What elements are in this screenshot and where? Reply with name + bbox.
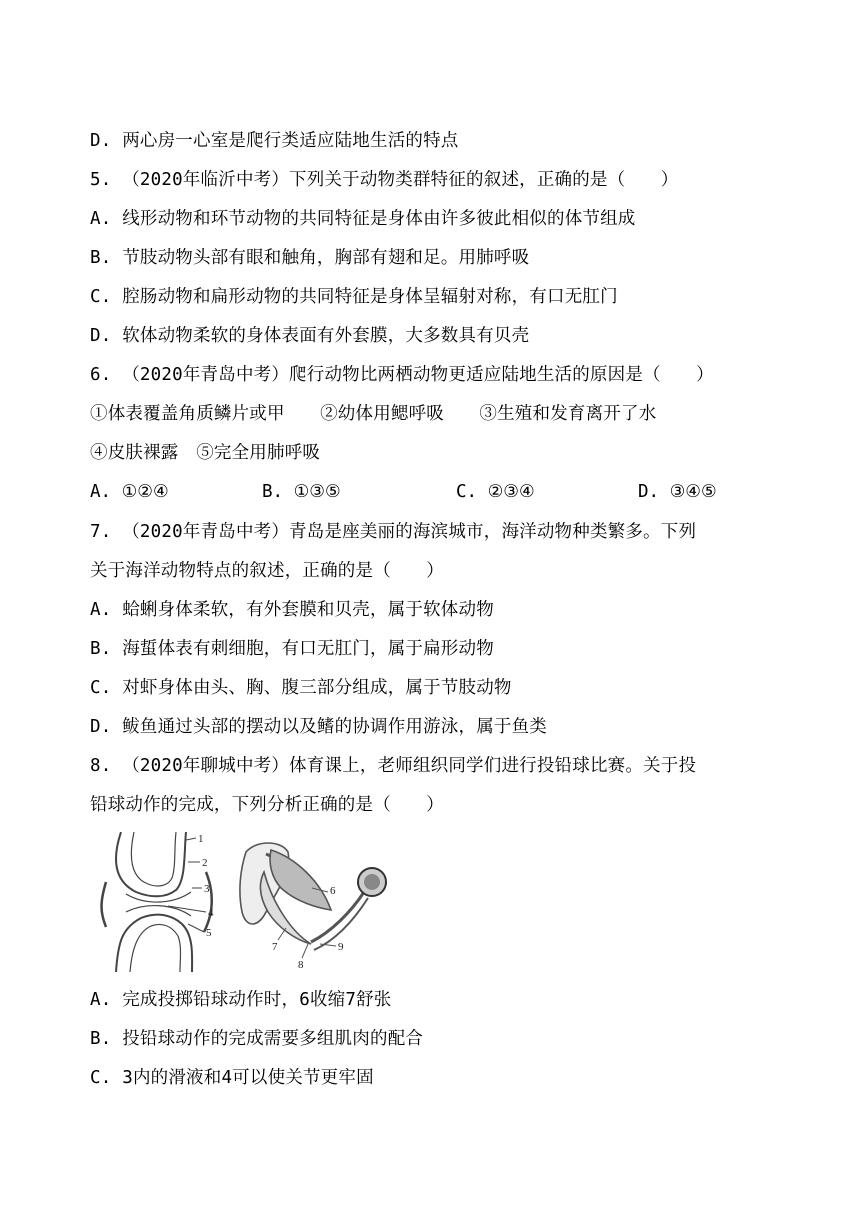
- q7-option-a: A. 蛤蜊身体柔软，有外套膜和贝壳，属于软体动物: [90, 600, 494, 620]
- q7-stem-line2: 关于海洋动物特点的叙述，正确的是（ ）: [90, 561, 444, 581]
- q5-option-b: B. 节肢动物头部有眼和触角，胸部有翅和足。用肺呼吸: [90, 248, 530, 268]
- q8-option-b: B. 投铅球动作的完成需要多组肌肉的配合: [90, 1029, 424, 1049]
- label-6: 6: [330, 885, 336, 897]
- q6-option-c: C. ②③④: [456, 482, 535, 502]
- q7-stem-line1: 7. （2020年青岛中考）青岛是座美丽的海滨城市，海洋动物种类繁多。下列: [90, 522, 697, 542]
- q6-items-line1: ①体表覆盖角质鳞片或甲 ②幼体用鳃呼吸 ③生殖和发育离开了水: [90, 404, 657, 424]
- q8-option-a: A. 完成投掷铅球动作时，6收缩7舒张: [90, 990, 392, 1010]
- q7-option-d: D. 鲅鱼通过头部的摆动以及鳍的协调作用游泳，属于鱼类: [90, 717, 548, 737]
- label-1: 1: [198, 833, 204, 845]
- q4-option-d: D. 两心房一心室是爬行类适应陆地生活的特点: [90, 131, 459, 151]
- arm-diagram: [240, 843, 386, 958]
- q8-option-c: C. 3内的滑液和4可以使关节更牢固: [90, 1068, 374, 1088]
- label-4: 4: [208, 907, 214, 919]
- q6-option-d: D. ③④⑤: [638, 482, 717, 502]
- q5-option-a: A. 线形动物和环节动物的共同特征是身体由许多彼此相似的体节组成: [90, 209, 636, 229]
- q6-items-line2: ④皮肤裸露 ⑤完全用肺呼吸: [90, 443, 321, 463]
- label-2: 2: [202, 857, 208, 869]
- q5-stem: 5. （2020年临沂中考）下列关于动物类群特征的叙述，正确的是（ ）: [90, 170, 679, 190]
- q8-stem-line2: 铅球动作的完成，下列分析正确的是（ ）: [90, 795, 444, 815]
- label-5: 5: [206, 927, 212, 939]
- label-8: 8: [298, 959, 304, 971]
- q8-stem-line1: 8. （2020年聊城中考）体育课上，老师组织同学们进行投铅球比赛。关于投: [90, 756, 697, 776]
- q6-option-b: B. ①③⑤: [262, 482, 341, 502]
- label-9: 9: [338, 941, 344, 953]
- joint-and-arm-figure: [96, 832, 396, 972]
- q6-option-a: A. ①②④: [90, 482, 169, 502]
- q7-option-c: C. 对虾身体由头、胸、腹三部分组成，属于节肢动物: [90, 678, 512, 698]
- q6-stem: 6. （2020年青岛中考）爬行动物比两栖动物更适应陆地生活的原因是（ ）: [90, 365, 714, 385]
- joint-diagram: [102, 832, 212, 972]
- q5-option-d: D. 软体动物柔软的身体表面有外套膜，大多数具有贝壳: [90, 326, 530, 346]
- label-7: 7: [272, 941, 278, 953]
- label-3: 3: [204, 883, 210, 895]
- q7-option-b: B. 海蜇体表有刺细胞，有口无肛门，属于扁形动物: [90, 639, 494, 659]
- q5-option-c: C. 腔肠动物和扁形动物的共同特征是身体呈辐射对称，有口无肛门: [90, 287, 618, 307]
